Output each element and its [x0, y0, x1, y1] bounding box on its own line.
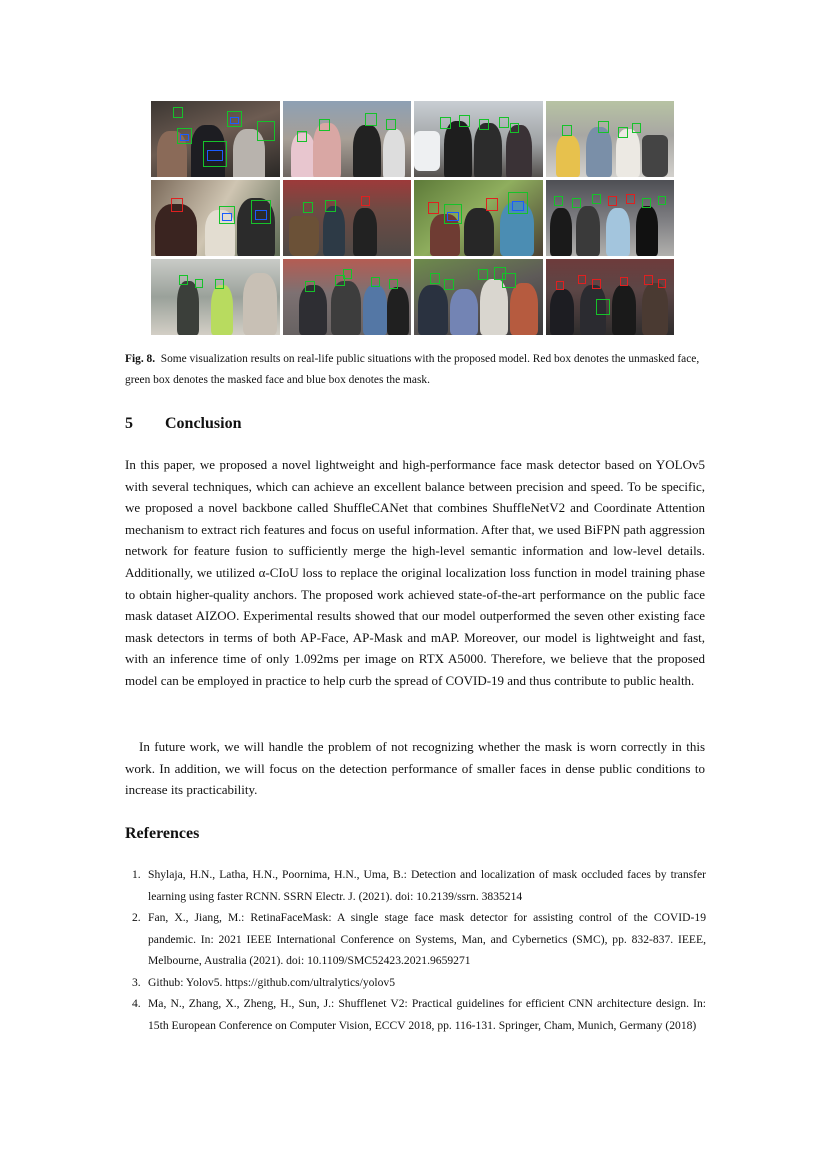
- figure-image-tile: [151, 259, 280, 335]
- figure-image-tile: [546, 101, 675, 177]
- reference-number: 1.: [132, 868, 141, 881]
- figure-image-tile: [414, 180, 543, 256]
- reference-item: [125, 993, 706, 1036]
- figure-image-tile: [546, 180, 675, 256]
- reference-text: Fan, X., Jiang, M.: RetinaFaceMask: A single stage face mask detector for assisting control of the COVID-19 pandemic. In: 2021 IEEE International Conference on Systems, Man, and Cybernetics (SMC), pp. 832-837. IEEE, Melbourne, Australia (2021). doi: 10.1109/SMC52423.2021.9659271: [148, 911, 706, 967]
- reference-text: Github: Yolov5. https://github.com/ultralytics/yolov5: [148, 975, 396, 989]
- section-title: Conclusion: [165, 415, 242, 432]
- figure-caption-text: Some visualization results on real-life public situations with the proposed model. Red box denotes the unmasked face, green box denotes the masked face and blue box denotes the mask.: [125, 353, 700, 386]
- figure-caption-label: Fig. 8.: [125, 353, 156, 365]
- reference-text: Ma, N., Zhang, X., Zheng, H., Sun, J.: Shufflenet V2: Practical guidelines for efficient CNN architecture design. In: 15th European Conference on Computer Vision, ECCV 2018, pp. 116-131. Springer, Cham, Munich, Germany (2018): [148, 997, 706, 1032]
- figure-image-tile: [546, 259, 675, 335]
- body-paragraph: In future work, we will handle the problem of not recognizing whether the mask is worn correctly in this work. In addition, we will focus on the detection performance of smaller faces in dense public conditions to increase its practicability.: [125, 739, 705, 798]
- reference-item: [125, 972, 706, 994]
- figure-image-tile: [283, 259, 412, 335]
- body-paragraph: In this paper, we proposed a novel lightweight and high-performance face mask detector based on YOLOv5 with several techniques, which can achieve an excellent balance between precision and speed. To be specific, we proposed a novel backbone called ShuffleCANet that combines ShuffleNetV2 and Coordinate Attention mechanism to extract rich features and focus on useful information. After that, we used BiFPN path aggression network for feature fusion to sufficiently merge the high-level semantic information and low-level details. Additionally, we utilized α-CIoU loss to replace the original localization loss function in model training phase to obtain higher-quality anchors. The proposed work achieved state-of-the-art performance on the public face mask dataset AIZOO. Experimental results showed that our model outperformed the seven other existing face mask detectors in terms of both AP-Face, AP-Mask and mAP. Moreover, our model is lightweight and fast, with an inference time of only 1.092ms per image on RTX A5000. Therefore, we believe that the proposed model can be employed in practice to help curb the spread of COVID-19 and thus contribute to public health.: [125, 457, 705, 688]
- section-heading: [125, 415, 241, 433]
- figure-image-tile: [151, 180, 280, 256]
- references-list: [125, 864, 706, 1036]
- reference-text: Shylaja, H.N., Latha, H.N., Poornima, H.N., Uma, B.: Detection and localization of mask occluded faces by transfer learning using faster RCNN. SSRN Electr. J. (2021). doi: 10.2139/ssrn. 3835214: [148, 868, 706, 903]
- reference-item: [125, 864, 706, 907]
- figure-image-tile: [283, 101, 412, 177]
- figure-image-tile: [414, 101, 543, 177]
- visualization-figure-grid: [151, 101, 674, 335]
- figure-image-tile: [283, 180, 412, 256]
- figure-caption: [125, 349, 707, 391]
- section-number: 5: [125, 415, 133, 432]
- reference-number: 2.: [132, 911, 141, 924]
- reference-number: 4.: [132, 997, 141, 1010]
- references-heading: References: [125, 825, 200, 842]
- reference-item: [125, 907, 706, 972]
- figure-image-tile: [414, 259, 543, 335]
- reference-number: 3.: [132, 975, 141, 989]
- figure-image-tile: [151, 101, 280, 177]
